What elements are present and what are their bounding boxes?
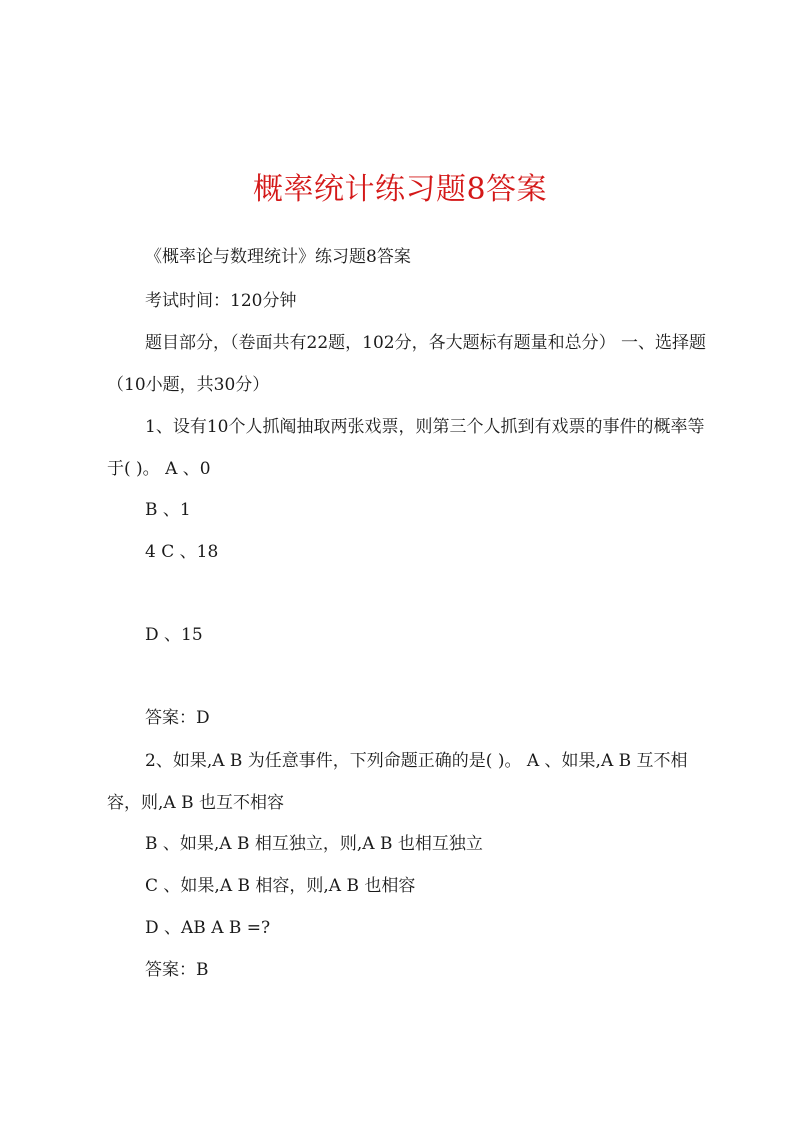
question-1-option-d: D 、15 [145, 625, 203, 645]
question-2-option-c: C 、如果,A B 相容，则,A B 也相容 [145, 876, 416, 896]
question-1-option-c: 4 C 、18 [145, 542, 219, 562]
question-2-stem: 2、如果,A B 为任意事件，下列命题正确的是( )。 A 、如果,A B 互不相容，则,A B 也互不相容 [107, 751, 688, 813]
exam-time: 考试时间：120分钟 [145, 291, 297, 311]
question-1-stem: 1、设有10个人抓阄抽取两张戏票，则第三个人抓到有戏票的事件的概率等于( )。 A 、0 [107, 417, 705, 479]
document-subtitle: 《概率论与数理统计》练习题8答案 [145, 247, 411, 267]
question-1-answer: 答案：D [145, 708, 210, 728]
question-2-option-d: D 、AB A B =? [145, 918, 271, 938]
section-intro: 题目部分，（卷面共有22题，102分，各大题标有题量和总分） 一、选择题（10小题，共30分） [107, 333, 706, 395]
question-1-option-b: B 、1 [145, 500, 191, 520]
question-2-option-b: B 、如果,A B 相互独立，则,A B 也相互独立 [145, 834, 483, 854]
question-2-answer: 答案：B [145, 960, 209, 980]
document-title: 概率统计练习题8答案 [252, 172, 548, 207]
